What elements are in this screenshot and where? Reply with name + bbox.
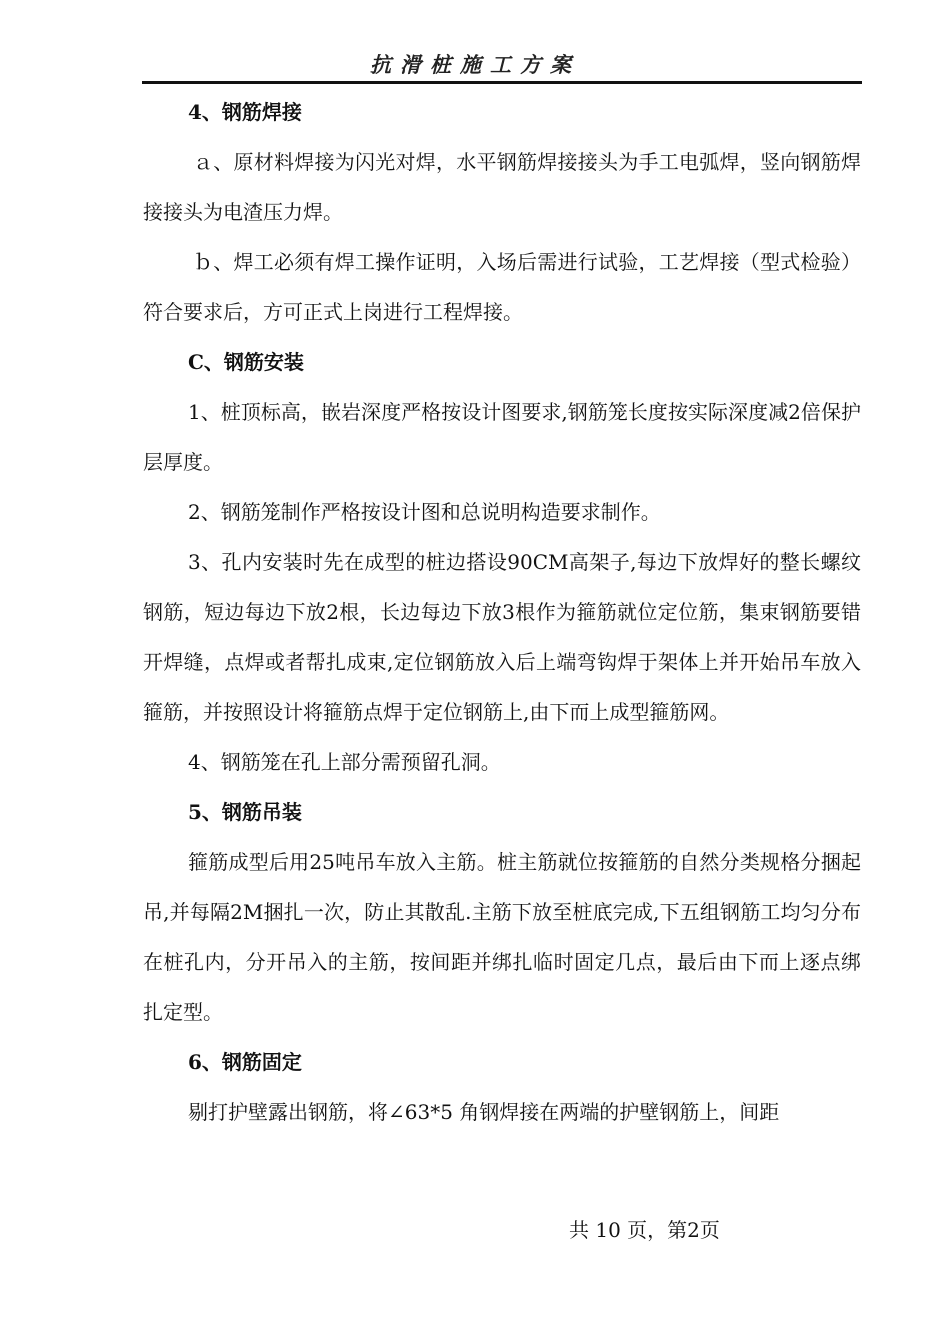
paragraph-fixing: 剔打护壁露出钢筋，将∠63*5 角钢焊接在两端的护壁钢筋上，间距 <box>188 1100 780 1124</box>
section-heading-installation: C、钢筋安装 <box>188 350 304 374</box>
paragraph-welding-a: ａ、原材料焊接为闪光对焊，水平钢筋焊接接头为手工电弧焊，竖向钢筋焊接接头为电渣压力焊。 <box>143 150 861 224</box>
header-divider <box>142 81 862 84</box>
section-heading-welding: 4、钢筋焊接 <box>188 100 302 124</box>
paragraph-install-1: 1、桩顶标高，嵌岩深度严格按设计图要求,钢筋笼长度按实际深度减2倍保护层厚度。 <box>143 400 861 474</box>
section-heading-hoisting: 5、钢筋吊装 <box>188 800 302 824</box>
paragraph-hoisting: 箍筋成型后用25吨吊车放入主筋。桩主筋就位按箍筋的自然分类规格分捆起吊,并每隔2M捆扎一次，防止其散乱.主筋下放至桩底完成,下五组钢筋工均匀分布在桩孔内，分开吊入的主筋，按间距并绑扎临时固定几点，最后由下而上逐点绑扎定型。 <box>143 850 861 1024</box>
document-body <box>143 87 861 1137</box>
paragraph-install-4: 4、钢筋笼在孔上部分需预留孔洞。 <box>188 750 501 774</box>
page-number: 共 10 页，第2页 <box>569 1218 720 1242</box>
section-heading-fixing: 6、钢筋固定 <box>188 1050 302 1074</box>
paragraph-welding-b: ｂ、焊工必须有焊工操作证明，入场后需进行试验，工艺焊接（型式检验）符合要求后，方可正式上岗进行工程焊接。 <box>143 250 861 324</box>
paragraph-install-3: 3、孔内安装时先在成型的桩边搭设90CM高架子,每边下放焊好的整长螺纹钢筋，短边每边下放2根，长边每边下放3根作为箍筋就位定位筋，集束钢筋要错开焊缝，点焊或者帮扎成束,定位钢筋放入后上端弯钩焊于架体上并开始吊车放入箍筋，并按照设计将箍筋点焊于定位钢筋上,由下而上成型箍筋网。 <box>143 550 861 724</box>
paragraph-install-2: 2、钢筋笼制作严格按设计图和总说明构造要求制作。 <box>188 500 661 524</box>
page-header-title: 抗滑桩施工方案 <box>370 53 580 77</box>
